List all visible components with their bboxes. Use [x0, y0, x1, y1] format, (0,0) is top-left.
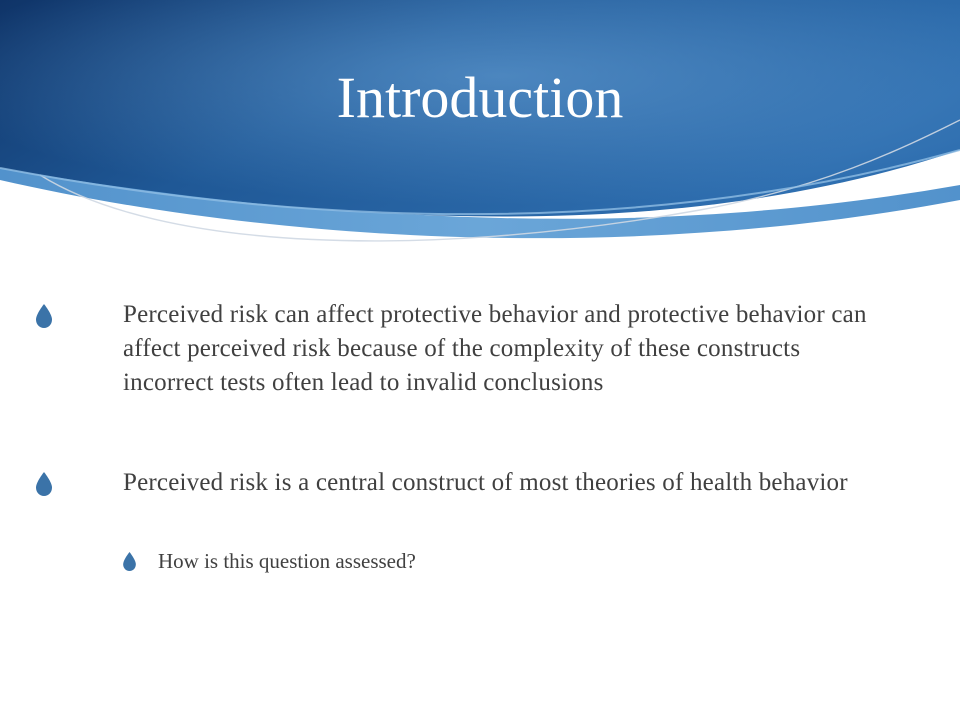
- bullet-item: [36, 298, 896, 438]
- bullet-text: Perceived risk is a central construct of most theories of health behavior: [123, 469, 848, 496]
- bullet-item: [36, 466, 896, 536]
- drop-icon: [36, 298, 52, 338]
- sub-bullet-item: [123, 548, 763, 578]
- drop-icon: [36, 466, 52, 506]
- sub-bullet-text: How is this question assessed?: [158, 549, 416, 573]
- drop-icon: [123, 548, 136, 579]
- bullet-text: Perceived risk can affect protective behavior and protective behavior can affect perceived risk because of the complexity of these constructs incorrect tests often lead to invalid conclusions: [123, 301, 867, 396]
- slide-title: Introduction: [336, 65, 624, 130]
